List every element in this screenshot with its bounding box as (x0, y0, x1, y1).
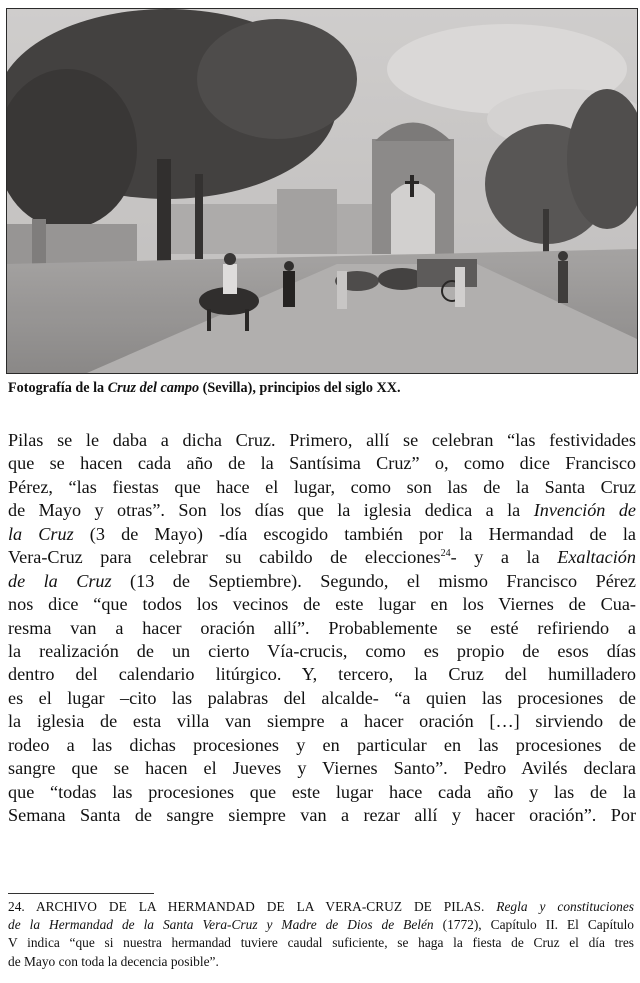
footnote (8, 898, 634, 971)
footnote-line (8, 898, 634, 916)
caption-text: Fotografía de la (8, 380, 108, 396)
body-line: Pilas se le daba a dicha Cruz. Primero, allí se celebran “las festividades (8, 430, 636, 450)
body-line: sangre que se hacen el Jueves y Viernes Santo”. Pedro Avilés declara (8, 758, 636, 779)
footnote-text: 24. ARCHIVO DE LA HERMANDAD DE LA VERA-CRUZ DE PILAS. (8, 899, 497, 914)
caption-text-end: (Sevilla), principios del siglo XX. (199, 380, 401, 396)
body-italic: Exaltación (557, 547, 636, 568)
body-italic: Invención de (533, 500, 636, 521)
body-line: nos dice “que todos los vecinos de este lugar en los Viernes de Cua- (8, 594, 636, 615)
photo-illustration (7, 9, 637, 373)
caption-italic-title: Cruz del campo (107, 380, 200, 396)
body-line: dentro del calendario litúrgico. Y, tercero, la Cruz del humilladero (8, 664, 636, 685)
body-line: Pérez, “las fiestas que hace el lugar, como son las de la Santa Cruz (8, 476, 636, 497)
body-text: (3 de Mayo) -día escogido también por la Hermandad de la (73, 523, 636, 544)
body-text: Vera-Cruz para celebrar su cabildo de elecciones (8, 547, 441, 568)
photo-caption (8, 380, 632, 397)
footnote-line (8, 916, 634, 934)
footnote-italic: de la Hermandad de la Santa Vera-Cruz y Madre de Dios de Belén (8, 917, 434, 933)
footnote-text: (1772), Capítulo II. El Capítulo (433, 917, 634, 933)
footnote-divider (8, 893, 154, 894)
body-italic: de la Cruz (8, 570, 112, 591)
body-paragraph (8, 429, 636, 827)
footnote-italic: Regla y constituciones (496, 899, 634, 914)
body-line (8, 570, 636, 593)
body-text: (13 de Septiembre). Segundo, el mismo Francisco Pérez (111, 570, 636, 591)
body-line: resma van a hacer oración allí”. Probablemente se esté refiriendo a (8, 617, 636, 638)
body-line (8, 523, 636, 546)
body-line: la iglesia de esta villa van siempre a hacer oración […] sirviendo de (8, 711, 636, 732)
body-line: la realización de un cierto Vía-crucis, como es propio de esos días (8, 640, 636, 661)
body-text: de Mayo y otras”. Son los días que la iglesia dedica a la (8, 500, 534, 521)
body-line: Semana Santa de sangre siempre van a rezar allí y hacer oración”. Por (8, 805, 636, 825)
footnote-line: V indica “que si nuestra hermandad tuviere caudal suficiente, se haga la fiesta de Cruz el día tres (8, 935, 634, 951)
footnote-line: de Mayo con toda la decencia posible”. (8, 953, 219, 969)
body-text: - y a la (450, 547, 558, 568)
body-line: que “todas las procesiones que este lugar hace cada año y las de la (8, 781, 636, 802)
body-line: rodeo a las dichas procesiones y en particular en las procesiones de (8, 734, 636, 755)
body-line: que se hacen cada año de la Santísima Cruz” o, como dice Francisco (8, 453, 636, 474)
footnote-reference: 24 (440, 548, 451, 560)
body-line (8, 546, 636, 569)
body-italic: la Cruz (8, 523, 74, 544)
body-line: es el lugar –cito las palabras del alcalde- “a quien las procesiones de (8, 687, 636, 708)
body-line (8, 499, 636, 522)
historical-photograph (6, 8, 638, 374)
